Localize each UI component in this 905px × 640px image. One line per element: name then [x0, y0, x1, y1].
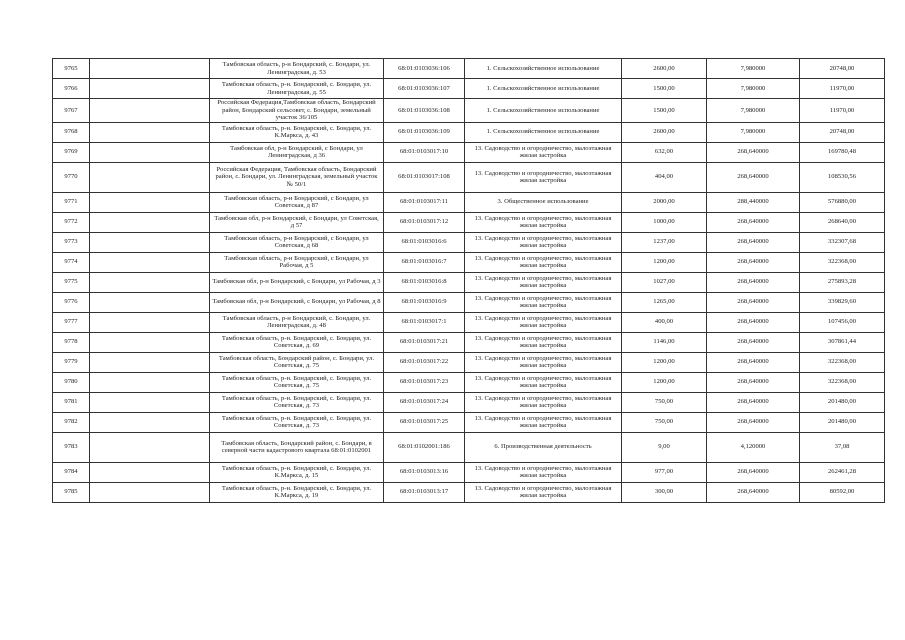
cadastral-number-cell: 68:01:0103016:7 — [384, 252, 465, 272]
land-use-cell: 13. Садоводство и огородничество, малоэтажная жилая застройка — [465, 162, 622, 192]
row-number-cell: 9769 — [53, 142, 90, 162]
area-cell: 1200,00 — [622, 252, 707, 272]
rate-cell: 7,980000 — [707, 79, 800, 99]
cadastral-value-cell: 307861,44 — [800, 332, 885, 352]
cadastral-value-cell: 576880,00 — [800, 192, 885, 212]
rate-cell: 268,640000 — [707, 312, 800, 332]
cadastral-number-cell: 68:01:0103017:24 — [384, 392, 465, 412]
cadastral-value-cell: 268640,00 — [800, 212, 885, 232]
rate-cell: 268,640000 — [707, 232, 800, 252]
address-cell: Тамбовская обл, р-н Бондарский, с Бондари, ул Советская, д 57 — [210, 212, 384, 232]
rate-cell: 268,640000 — [707, 332, 800, 352]
row-number-cell: 9772 — [53, 212, 90, 232]
table-row — [53, 312, 885, 332]
cadastral-number-cell: 68:01:0103036:109 — [384, 122, 465, 142]
rate-cell: 7,980000 — [707, 122, 800, 142]
row-number-cell: 9774 — [53, 252, 90, 272]
table-row — [53, 332, 885, 352]
cadastral-value-cell: 339829,60 — [800, 292, 885, 312]
empty-cell — [90, 272, 210, 292]
address-cell: Тамбовская область, р-н. Бондарский, с. Бондари, ул. Ленинградская, д. 55 — [210, 79, 384, 99]
rate-cell: 7,980000 — [707, 99, 800, 123]
rate-cell: 7,980000 — [707, 59, 800, 79]
address-cell: Тамбовская область, р-н Бондарский, с. Бондари, ул. Ленинградская, д. 53 — [210, 59, 384, 79]
land-use-cell: 13. Садоводство и огородничество, малоэтажная жилая застройка — [465, 292, 622, 312]
land-use-cell: 1. Сельскохозяйственное использование — [465, 122, 622, 142]
area-cell: 300,00 — [622, 482, 707, 502]
rate-cell: 268,640000 — [707, 272, 800, 292]
empty-cell — [90, 412, 210, 432]
cadastral-number-cell: 68:01:0103016:9 — [384, 292, 465, 312]
land-use-cell: 13. Садоводство и огородничество, малоэтажная жилая застройка — [465, 332, 622, 352]
land-use-cell: 13. Садоводство и огородничество, малоэтажная жилая застройка — [465, 352, 622, 372]
row-number-cell: 9767 — [53, 99, 90, 123]
address-cell: Тамбовская область, р-н. Бондарский, с. Бондари, ул. Советская, д. 69 — [210, 332, 384, 352]
cadastral-number-cell: 68:01:0103017:21 — [384, 332, 465, 352]
land-use-cell: 13. Садоводство и огородничество, малоэтажная жилая застройка — [465, 142, 622, 162]
cadastral-number-cell: 68:01:0103017:10 — [384, 142, 465, 162]
cadastral-value-cell: 201480,00 — [800, 412, 885, 432]
row-number-cell: 9773 — [53, 232, 90, 252]
land-use-cell: 13. Садоводство и огородничество, малоэтажная жилая застройка — [465, 272, 622, 292]
land-use-cell: 13. Садоводство и огородничество, малоэтажная жилая застройка — [465, 232, 622, 252]
area-cell: 9,00 — [622, 432, 707, 462]
land-use-cell: 13. Садоводство и огородничество, малоэтажная жилая застройка — [465, 462, 622, 482]
table-row — [53, 292, 885, 312]
address-cell: Тамбовская область, р-н. Бондарский, с. Бондари, ул. Советская, д. 75 — [210, 372, 384, 392]
empty-cell — [90, 79, 210, 99]
table-body — [53, 59, 885, 503]
area-cell: 977,00 — [622, 462, 707, 482]
table-row — [53, 122, 885, 142]
cadastral-number-cell: 68:01:0103017:23 — [384, 372, 465, 392]
empty-cell — [90, 59, 210, 79]
area-cell: 1265,00 — [622, 292, 707, 312]
empty-cell — [90, 212, 210, 232]
rate-cell: 268,640000 — [707, 392, 800, 412]
land-use-cell: 13. Садоводство и огородничество, малоэтажная жилая застройка — [465, 392, 622, 412]
cadastral-number-cell: 68:01:0103036:108 — [384, 99, 465, 123]
address-cell: Тамбовская область, р-н. Бондарский, с. Бондари, ул. К.Маркса, д. 43 — [210, 122, 384, 142]
address-cell: Тамбовская область, р-н Бондарский, с Бондари, ул Рабочая, д 5 — [210, 252, 384, 272]
land-use-cell: 1. Сельскохозяйственное использование — [465, 99, 622, 123]
cadastral-number-cell: 68:01:0102001:186 — [384, 432, 465, 462]
area-cell: 2000,00 — [622, 192, 707, 212]
cadastral-value-cell: 201480,00 — [800, 392, 885, 412]
land-use-cell: 13. Садоводство и огородничество, малоэтажная жилая застройка — [465, 252, 622, 272]
empty-cell — [90, 292, 210, 312]
table-row — [53, 252, 885, 272]
cadastral-value-cell: 332307,68 — [800, 232, 885, 252]
empty-cell — [90, 252, 210, 272]
cadastral-value-cell: 322368,00 — [800, 372, 885, 392]
cadastral-value-cell: 20748,00 — [800, 59, 885, 79]
row-number-cell: 9784 — [53, 462, 90, 482]
address-cell: Российская Федерация,Тамбовская область, Бондарский район, Бондарский сельсовет, с. Бондари, земельный участок 36/105 — [210, 99, 384, 123]
cadastral-value-cell: 20748,00 — [800, 122, 885, 142]
cadastral-value-cell: 11970,00 — [800, 79, 885, 99]
rate-cell: 268,640000 — [707, 142, 800, 162]
cadastral-number-cell: 68:01:0103016:8 — [384, 272, 465, 292]
row-number-cell: 9765 — [53, 59, 90, 79]
table-row — [53, 232, 885, 252]
address-cell: Тамбовская область, р-н. Бондарский, с. Бондари, ул. К.Маркса, д. 15 — [210, 462, 384, 482]
area-cell: 750,00 — [622, 412, 707, 432]
rate-cell: 268,640000 — [707, 252, 800, 272]
cadastral-value-cell: 11970,00 — [800, 99, 885, 123]
empty-cell — [90, 99, 210, 123]
area-cell: 632,00 — [622, 142, 707, 162]
table-row — [53, 462, 885, 482]
cadastral-number-cell: 68:01:0103017:1 — [384, 312, 465, 332]
row-number-cell: 9782 — [53, 412, 90, 432]
cadastral-number-cell: 68:01:0103013:16 — [384, 462, 465, 482]
land-use-cell: 13. Садоводство и огородничество, малоэтажная жилая застройка — [465, 312, 622, 332]
cadastral-value-cell: 262461,28 — [800, 462, 885, 482]
empty-cell — [90, 392, 210, 412]
cadastral-value-cell: 322368,00 — [800, 352, 885, 372]
empty-cell — [90, 372, 210, 392]
row-number-cell: 9775 — [53, 272, 90, 292]
address-cell: Тамбовская обл, р-н Бондарский, с Бондари, ул Ленинградская, д 36 — [210, 142, 384, 162]
empty-cell — [90, 432, 210, 462]
cadastral-number-cell: 68:01:0103017:22 — [384, 352, 465, 372]
row-number-cell: 9777 — [53, 312, 90, 332]
row-number-cell: 9781 — [53, 392, 90, 412]
cadastral-number-cell: 68:01:0103017:108 — [384, 162, 465, 192]
area-cell: 2600,00 — [622, 122, 707, 142]
empty-cell — [90, 462, 210, 482]
table-row — [53, 412, 885, 432]
land-use-cell: 3. Общественное использование — [465, 192, 622, 212]
area-cell: 750,00 — [622, 392, 707, 412]
cadastral-number-cell: 68:01:0103036:106 — [384, 59, 465, 79]
empty-cell — [90, 192, 210, 212]
cadastral-value-cell: 169780,48 — [800, 142, 885, 162]
empty-cell — [90, 232, 210, 252]
land-use-cell: 13. Садоводство и огородничество, малоэтажная жилая застройка — [465, 412, 622, 432]
area-cell: 1237,00 — [622, 232, 707, 252]
rate-cell: 268,640000 — [707, 482, 800, 502]
table-row — [53, 79, 885, 99]
row-number-cell: 9776 — [53, 292, 90, 312]
land-use-cell: 13. Садоводство и огородничество, малоэтажная жилая застройка — [465, 212, 622, 232]
rate-cell: 268,640000 — [707, 462, 800, 482]
address-cell: Тамбовская область, р-н. Бондарский, с. Бондари, ул. Советская, д. 73 — [210, 392, 384, 412]
row-number-cell: 9771 — [53, 192, 90, 212]
area-cell: 1200,00 — [622, 352, 707, 372]
cadastral-value-cell: 107456,00 — [800, 312, 885, 332]
row-number-cell: 9770 — [53, 162, 90, 192]
cadastral-number-cell: 68:01:0103016:6 — [384, 232, 465, 252]
land-use-cell: 1. Сельскохозяйственное использование — [465, 79, 622, 99]
table-row — [53, 432, 885, 462]
land-use-cell: 6. Производственная деятельность — [465, 432, 622, 462]
row-number-cell: 9783 — [53, 432, 90, 462]
table-row — [53, 352, 885, 372]
area-cell: 2600,00 — [622, 59, 707, 79]
table-row — [53, 392, 885, 412]
cadastral-value-cell: 80592,00 — [800, 482, 885, 502]
address-cell: Тамбовская область, р-н Бондарский, с. Бондари, ул. Ленинградская, д. 48 — [210, 312, 384, 332]
row-number-cell: 9780 — [53, 372, 90, 392]
empty-cell — [90, 142, 210, 162]
cadastral-value-cell: 108530,56 — [800, 162, 885, 192]
area-cell: 1000,00 — [622, 212, 707, 232]
row-number-cell: 9766 — [53, 79, 90, 99]
table-row — [53, 59, 885, 79]
table-row — [53, 212, 885, 232]
cadastral-number-cell: 68:01:0103017:12 — [384, 212, 465, 232]
land-use-cell: 1. Сельскохозяйственное использование — [465, 59, 622, 79]
row-number-cell: 9768 — [53, 122, 90, 142]
empty-cell — [90, 312, 210, 332]
rate-cell: 4,120000 — [707, 432, 800, 462]
rate-cell: 268,640000 — [707, 162, 800, 192]
rate-cell: 268,640000 — [707, 212, 800, 232]
land-use-cell: 13. Садоводство и огородничество, малоэтажная жилая застройка — [465, 482, 622, 502]
rate-cell: 268,640000 — [707, 372, 800, 392]
table-row — [53, 272, 885, 292]
land-registry-table — [52, 58, 885, 503]
address-cell: Тамбовская обл, р-н Бондарский, с Бондари, ул Рабочая, д 8 — [210, 292, 384, 312]
cadastral-number-cell: 68:01:0103017:25 — [384, 412, 465, 432]
land-use-cell: 13. Садоводство и огородничество, малоэтажная жилая застройка — [465, 372, 622, 392]
area-cell: 1200,00 — [622, 372, 707, 392]
rate-cell: 288,440000 — [707, 192, 800, 212]
cadastral-value-cell: 322368,00 — [800, 252, 885, 272]
table-row — [53, 99, 885, 123]
address-cell: Тамбовская область, р-н. Бондарский, с. Бондари, ул. К.Маркса, д. 19 — [210, 482, 384, 502]
cadastral-number-cell: 68:01:0103013:17 — [384, 482, 465, 502]
cadastral-number-cell: 68:01:0103017:11 — [384, 192, 465, 212]
table-row — [53, 162, 885, 192]
empty-cell — [90, 122, 210, 142]
area-cell: 404,00 — [622, 162, 707, 192]
row-number-cell: 9779 — [53, 352, 90, 372]
cadastral-number-cell: 68:01:0103036:107 — [384, 79, 465, 99]
table-row — [53, 372, 885, 392]
address-cell: Тамбовская область, Бондарский район, с. Бондари, ул. Советская, д. 75 — [210, 352, 384, 372]
table-row — [53, 482, 885, 502]
rate-cell: 268,640000 — [707, 352, 800, 372]
address-cell: Российская Федерация, Тамбовская область, Бондарский район, с. Бондари, ул. Ленинградская, земельный участок № 50/1 — [210, 162, 384, 192]
rate-cell: 268,640000 — [707, 412, 800, 432]
empty-cell — [90, 352, 210, 372]
cadastral-value-cell: 37,08 — [800, 432, 885, 462]
row-number-cell: 9778 — [53, 332, 90, 352]
empty-cell — [90, 482, 210, 502]
row-number-cell: 9785 — [53, 482, 90, 502]
address-cell: Тамбовская область, Бондарский район, с. Бондари, в северной части кадастрового квартала 68:01:0102001 — [210, 432, 384, 462]
table-row — [53, 142, 885, 162]
area-cell: 400,00 — [622, 312, 707, 332]
area-cell: 1027,00 — [622, 272, 707, 292]
area-cell: 1146,00 — [622, 332, 707, 352]
address-cell: Тамбовская область, р-н. Бондарский, с. Бондари, ул. Советская, д. 73 — [210, 412, 384, 432]
table-row — [53, 192, 885, 212]
address-cell: Тамбовская обл, р-н Бондарский, с Бондари, ул Рабочая, д 3 — [210, 272, 384, 292]
address-cell: Тамбовская область, р-н Бондарский, с Бондари, ул Советская, д 87 — [210, 192, 384, 212]
rate-cell: 268,640000 — [707, 292, 800, 312]
area-cell: 1500,00 — [622, 79, 707, 99]
empty-cell — [90, 332, 210, 352]
address-cell: Тамбовская область, р-н Бондарский, с Бондари, ул Советская, д 68 — [210, 232, 384, 252]
cadastral-value-cell: 275893,28 — [800, 272, 885, 292]
area-cell: 1500,00 — [622, 99, 707, 123]
empty-cell — [90, 162, 210, 192]
